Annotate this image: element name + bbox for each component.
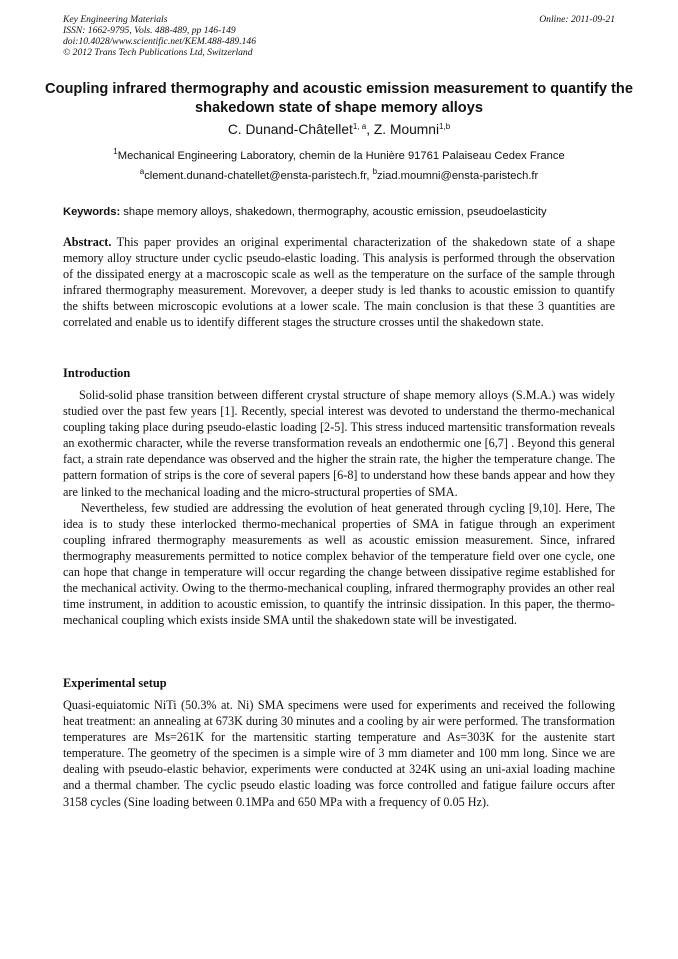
author-separator: , — [366, 122, 374, 137]
email-a: clement.dunand-chatellet@ensta-paristech.fr, — [144, 170, 373, 182]
author-2: Z. Moumni — [373, 122, 440, 137]
copyright-line: © 2012 Trans Tech Publications Ltd, Switzerland — [63, 47, 253, 58]
online-date: Online: 2011-09-21 — [539, 14, 615, 25]
introduction-paragraph-2: Nevertheless, few studied are addressing the evolution of heat generated through cycling [9,10]. Here, The idea is to study these interlocked thermo-mechanical properties of SMA in fatigue through an experiment coupling infrared thermography measurements as well as acoustic emission measurement. Since, infrared thermography measurements permitted to notice complex behavior of the temperature field over one cycle, one can hope that change in temperature will occur regarding the change between dissipative regime established for the mechanical activity. Owing to the thermo-mechanical coupling, infrared thermography provides an other real time instrument, in addition to acoustic emission, to quantify the intrinsic dissipation. In this paper, the thermo-mechanical coupling which exists inside SMA until the shakedown state will be investigated. — [63, 500, 615, 628]
author-1: C. Dunand-Châtellet — [227, 122, 353, 137]
introduction-body — [63, 387, 615, 628]
abstract — [63, 234, 615, 331]
experimental-setup-paragraph-1: Quasi-equiatomic NiTi (50.3% at. Ni) SMA specimens were used for experiments and received the following heat treatment: an annealing at 673K during 30 minutes and a cooling by air were performed. The transformation temperatures are Ms=261K for the martensitic starting temperature and As=303K for the austenite start temperature. The geometry of the specimen is a simple wire of 3 mm diameter and 100 mm long. Since we are dealing with pseudo-elastic behavior, experiments were conducted at 324K using an uni-axial loading machine and a thermal chamber. The cyclic pseudo elastic loading was force controlled and fatigue failure occurs after 3158 cycles (Sine loading between 0.1MPa and 650 MPa with a frequency of 0.05 Hz). — [63, 698, 615, 809]
affiliation — [0, 148, 678, 164]
introduction-paragraph-1: Solid-solid phase transition between different crystal structure of shape memory alloys (S.M.A.) was widely studied over the past few years [1]. Recently, special interest was devoted to understand the thermo-mechanical coupling taking place during pseudo-elastic loading [2-5]. This stress induced martensitic transformation reveals an exothermic character, while the reverse transformation reveals an endothermic one [6,7] . Beyond this general fact, a strain rate dependance was observed and the higher the strain rate, the higher the temperature change. The pattern formation of strips is the core of several papers [6-8] to understand how these bands appear and how they are linked to the mechanical loading and the micro-structural properties of SMA. — [63, 388, 615, 499]
keywords-text: shape memory alloys, shakedown, thermography, acoustic emission, pseudoelasticity — [120, 206, 547, 218]
issn-line: ISSN: 1662-9795, Vols. 488-489, pp 146-149 — [63, 25, 236, 36]
author-2-affil-sup: 1,b — [439, 122, 451, 131]
affiliation-sup: 1 — [113, 147, 118, 156]
abstract-label: Abstract. — [63, 235, 112, 249]
affiliation-text: Mechanical Engineering Laboratory, chemin de la Hunière 91761 Palaiseau Cedex France — [117, 150, 565, 162]
email-a-sup: a — [139, 167, 145, 176]
experimental-setup-body — [63, 697, 615, 810]
journal-header — [63, 14, 615, 58]
journal-name: Key Engineering Materials — [63, 14, 168, 25]
author-1-affil-sup: 1, a — [352, 122, 367, 131]
email-line — [0, 168, 678, 184]
introduction-heading: Introduction — [63, 366, 131, 380]
abstract-text: This paper provides an original experimental characterization of the shakedown state of a shape memory alloy structure under cyclic pseudo-elastic loading. This analysis is performed through the observation of the dissipated energy at a macroscopic scale as well as the temperature on the surface of the sample through infrared thermography measurement. Morevover, a deeper study is led thanks to acoustic emission to quantify the shifts between microscopic evolutions at a lower scale. The main conclusion is that these 3 quantities are correlated and enable us to identify different stages the structure crosses until the shakedown state. — [63, 235, 615, 330]
keywords — [63, 204, 615, 220]
email-b: ziad.moumni@ensta-paristech.fr — [377, 170, 539, 182]
doi-line: doi:10.4028/www.scientific.net/KEM.488-489.146 — [63, 36, 257, 47]
paper-title: Coupling infrared thermography and acoustic emission measurement to quantify the shakedown state of shape memory alloys — [45, 81, 633, 116]
email-b-sup: b — [372, 167, 378, 176]
author-list — [0, 121, 678, 139]
keywords-label: Keywords: — [63, 206, 121, 218]
experimental-setup-heading: Experimental setup — [63, 676, 167, 690]
